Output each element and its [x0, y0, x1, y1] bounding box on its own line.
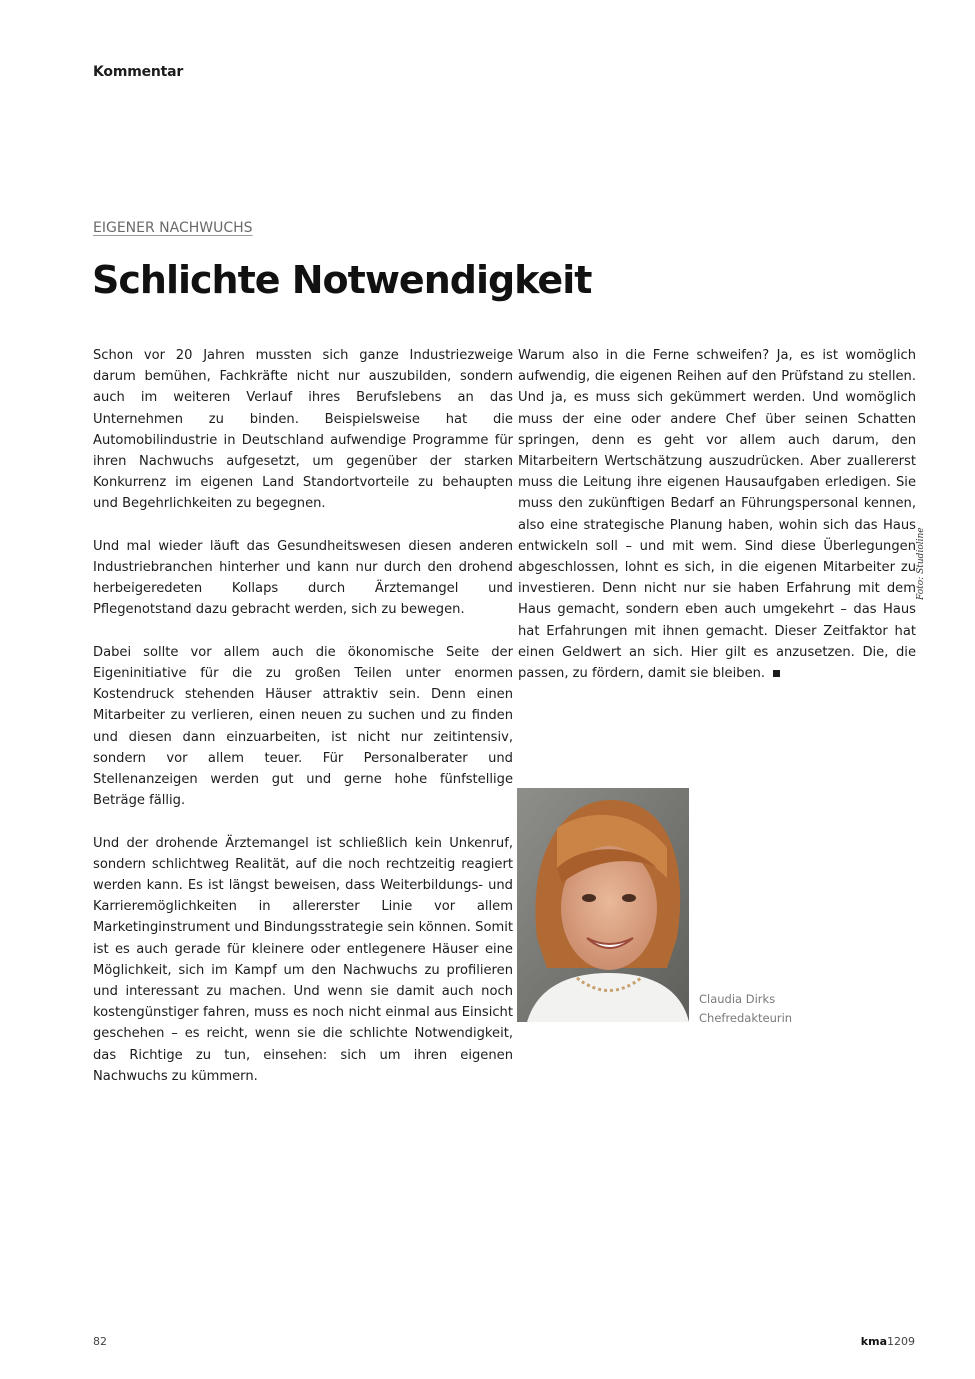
article-kicker: EIGENER NACHWUCHS	[93, 220, 253, 236]
footer-issue	[861, 1335, 915, 1348]
section-label: Kommentar	[93, 64, 184, 80]
end-of-article-mark	[773, 670, 780, 677]
author-name: Claudia Dirks	[699, 992, 776, 1006]
issue-number: 1209	[887, 1335, 915, 1348]
paragraph: Dabei sollte vor allem auch die ökonomische Seite der Eigeninitiative für die zu großen Teilen unter enormen Kostendruck stehenden Häuser attraktiv sein. Denn einen Mitarbeiter zu verlieren, einen neuen zu suchen und zu finden und diesen dann einzuarbeiten, ist nicht nur zeitintensiv, sondern vor allem teuer. Für Personalberater und Stellenanzeigen werden gut und gerne hohe fünfstellige Beträge fällig.	[93, 644, 513, 809]
author-role: Chefredakteurin	[699, 1011, 793, 1025]
paragraph: Und der drohende Ärztemangel ist schließlich kein Unkenruf, sondern schlichtweg Realität, auf die noch rechtzeitig reagiert werden kann. Es ist längst beweisen, dass Weiterbildungs- und Karrieremöglichkeiten in allererster Linie vor allem Marketinginstrument und Bindungsstrategie sein können. Somit ist es auch gerade für kleinere oder entlegenere Häuser eine Möglichkeit, sich im Kampf um den Nachwuchs zu profilieren und interessant zu machen. Und wenn sie damit auch noch kostengünstiger fahren, muss es noch nicht einmal aus Einsicht geschehen – es reicht, wenn sie die schlichte Notwendigkeit, das Richtige zu tun, einsehen: sich um ihren eigenen Nachwuchs zu kümmern.	[93, 835, 513, 1084]
magazine-brand: kma	[860, 1335, 887, 1348]
paragraph-with-end-mark	[518, 345, 916, 684]
author-photo	[517, 788, 689, 1022]
paragraph: Und mal wieder läuft das Gesundheitswesen diesen anderen Industriebranchen hinterher und kann nur durch den drohend herbeigeredeten Kollaps durch Ärztemangel und Pflegenotstand dazu gebracht werden, sich zu bewegen.	[93, 538, 513, 618]
article-column-right	[518, 345, 916, 705]
page-number: 82	[93, 1335, 107, 1348]
author-caption	[699, 990, 792, 1028]
paragraph: Schon vor 20 Jahren mussten sich ganze Industriezweige darum bemühen, Fachkräfte nicht nur auszubilden, sondern auch im weiteren Verlauf ihres Berufslebens an das Unternehmen zu binden. Beispielsweise hat die Automobilindustrie in Deutschland aufwendige Programme für ihren Nachwuchs aufgesetzt, um gegenüber der starken Konkurrenz im eigenen Land Standortvorteile zu behaupten und Begehrlichkeiten zu begegnen.	[93, 348, 513, 512]
photo-credit: Foto: Studioline	[916, 527, 926, 600]
portrait-image	[517, 788, 689, 1022]
paragraph-text: Warum also in die Ferne schweifen? Ja, es ist womöglich aufwendig, die eigenen Reihen auf den Prüfstand zu stellen. Und ja, es muss sich gekümmert werden. Und womöglich muss der eine oder andere Chef über seinen Schatten springen, denn es geht vor allem auch darum, den Mitarbeitern Wertschätzung auszudrücken. Aber zuallererst muss die Leitung ihre eigenen Hausaufgaben erledigen. Sie muss den zukünftigen Bedarf an Führungspersonal kennen, also eine strategische Planung haben, wohin sich das Haus entwickeln soll – und mit wem. Sind diese Überlegungen abgeschlossen, lohnt es sich, in die eigenen Mitarbeiter zu investieren. Denn nicht nur sie haben Erfahrung mit dem Haus gemacht, sondern eben auch umgekehrt – das Haus hat Erfahrungen mit ihnen gemacht. Dieser Zeitfaktor hat einen Geldwert an sich. Hier gilt es anzusetzen. Die, die passen, zu fördern, damit sie bleiben.	[518, 348, 916, 682]
article-title: Schlichte Notwendigkeit	[92, 258, 592, 302]
article-column-left	[93, 345, 513, 1108]
